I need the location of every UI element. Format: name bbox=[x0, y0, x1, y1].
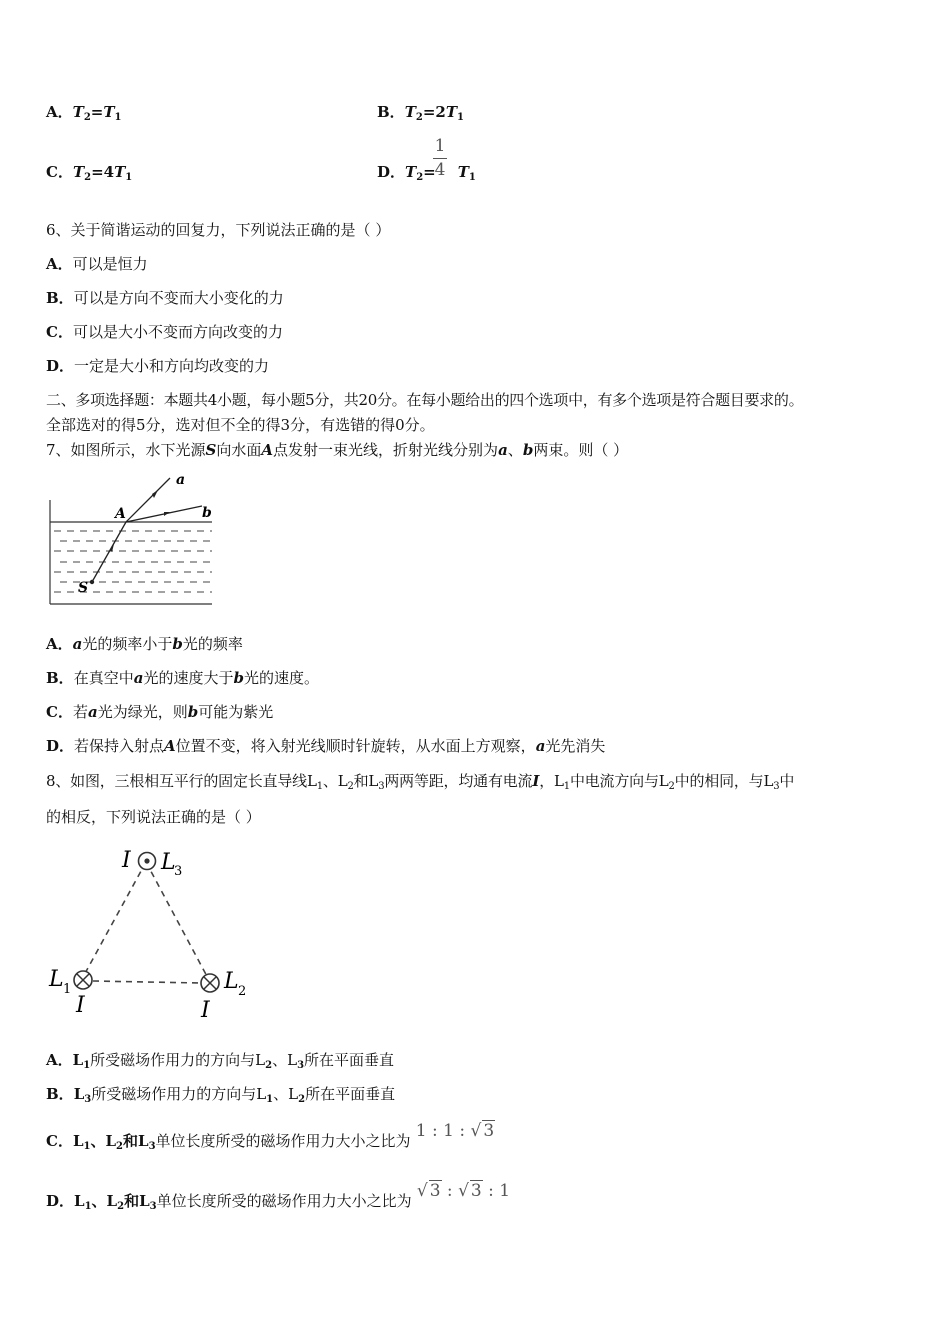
label-L1-sub: 1 bbox=[63, 982, 72, 997]
q8-option-a: A．$L_1$所受磁场作用力的方向与$L_2$、$L_3$所在平面垂直 bbox=[46, 1051, 395, 1071]
label-L1: L bbox=[49, 967, 64, 992]
ray-a bbox=[126, 478, 170, 522]
q8-option-d: D．$L_1$、$L_2$和$L_3$单位长度所受的磁场作用力大小之比为 √ 3 : √ 3 : 1 bbox=[46, 1181, 511, 1212]
ratio-c: 1 : 1 : √ 3 bbox=[415, 1121, 495, 1141]
q7-refraction-figure bbox=[40, 470, 220, 610]
label-I-L2: I bbox=[201, 998, 210, 1023]
q7-option-d: D．若保持入射点A位置不变，将入射光线顺时针旋转，从水面上方观察，a光先消失 bbox=[46, 737, 606, 755]
label-L2: L bbox=[224, 969, 239, 994]
q8-stem-line2: 的相反，下列说法正确的是（ ） bbox=[46, 808, 261, 826]
q7-option-c: C．若a光为绿光，则b可能为紫光 bbox=[46, 703, 274, 721]
q5-option-d: D．$T_2= T_1$ bbox=[377, 163, 476, 183]
q6-option-c: C．可以是大小不变而方向改变的力 bbox=[46, 323, 283, 341]
section-scoring: 全部选对的得5分，选对但不全的得3分，有选错的得0分。 bbox=[46, 416, 435, 434]
q8-option-b: B．$L_3$所受磁场作用力的方向与$L_1$、$L_2$所在平面垂直 bbox=[46, 1085, 396, 1105]
label-L3-sub: 3 bbox=[174, 864, 183, 879]
q5-option-a: A．$T_2=T_1$ bbox=[46, 103, 122, 123]
label-A: A bbox=[115, 506, 126, 522]
q6-option-a: A．可以是恒力 bbox=[46, 255, 148, 273]
ratio-d: √ 3 : √ 3 : 1 bbox=[416, 1181, 511, 1201]
q8-option-c: C．$L_1$、$L_2$和$L_3$单位长度所受的磁场作用力大小之比为 1 : 1 : √ 3 bbox=[46, 1121, 495, 1152]
wire-L3-symbol bbox=[139, 853, 156, 870]
section-heading: 二、多项选择题：本题共4小题，每小题5分，共20分。在每小题给出的四个选项中，有多个选项是符合题目要求的。 bbox=[46, 391, 804, 409]
q7-stem: 7、如图所示，水下光源S向水面A点发射一束光线，折射光线分别为a、b两束。则（ ） bbox=[46, 441, 629, 459]
light-source-dot bbox=[90, 580, 94, 584]
label-S: S bbox=[78, 580, 89, 596]
wire-L1-symbol bbox=[74, 971, 92, 989]
q7-option-a: A．a光的频率小于b光的频率 bbox=[46, 635, 243, 653]
q6-stem: 6、关于简谐运动的回复力，下列说法正确的是（ ） bbox=[46, 221, 391, 239]
q8-stem-line1: 8、如图，三根相互平行的固定长直导线$L_1$、$L_2$和$L_3$两两等距，均通有电流I，$L_1$中电流方向与$L_2$中的相同，与$L_3$中 bbox=[46, 772, 795, 792]
q6-option-d: D．一定是大小和方向均改变的力 bbox=[46, 357, 270, 375]
label-a: a bbox=[176, 472, 186, 488]
label-L3: L bbox=[161, 850, 176, 875]
label-I-L1: I bbox=[76, 993, 85, 1018]
fraction-numerator: 1 bbox=[434, 136, 446, 156]
q7-option-b: B．在真空中a光的速度大于b光的速度。 bbox=[46, 669, 319, 687]
q6-option-b: B．可以是方向不变而大小变化的力 bbox=[46, 289, 284, 307]
label-b: b bbox=[202, 505, 212, 521]
label-L2-sub: 2 bbox=[238, 984, 247, 999]
fraction-denominator: 4 bbox=[434, 160, 446, 180]
q5-option-c: C．$T_2=4T_1$ bbox=[46, 163, 133, 183]
fraction-bar bbox=[433, 158, 447, 159]
label-I-L3: I bbox=[122, 848, 131, 873]
q8-wires-figure bbox=[40, 840, 270, 1030]
wire-L2-symbol bbox=[201, 974, 219, 992]
q5-option-b: B．$T_2=2T_1$ bbox=[377, 103, 464, 123]
